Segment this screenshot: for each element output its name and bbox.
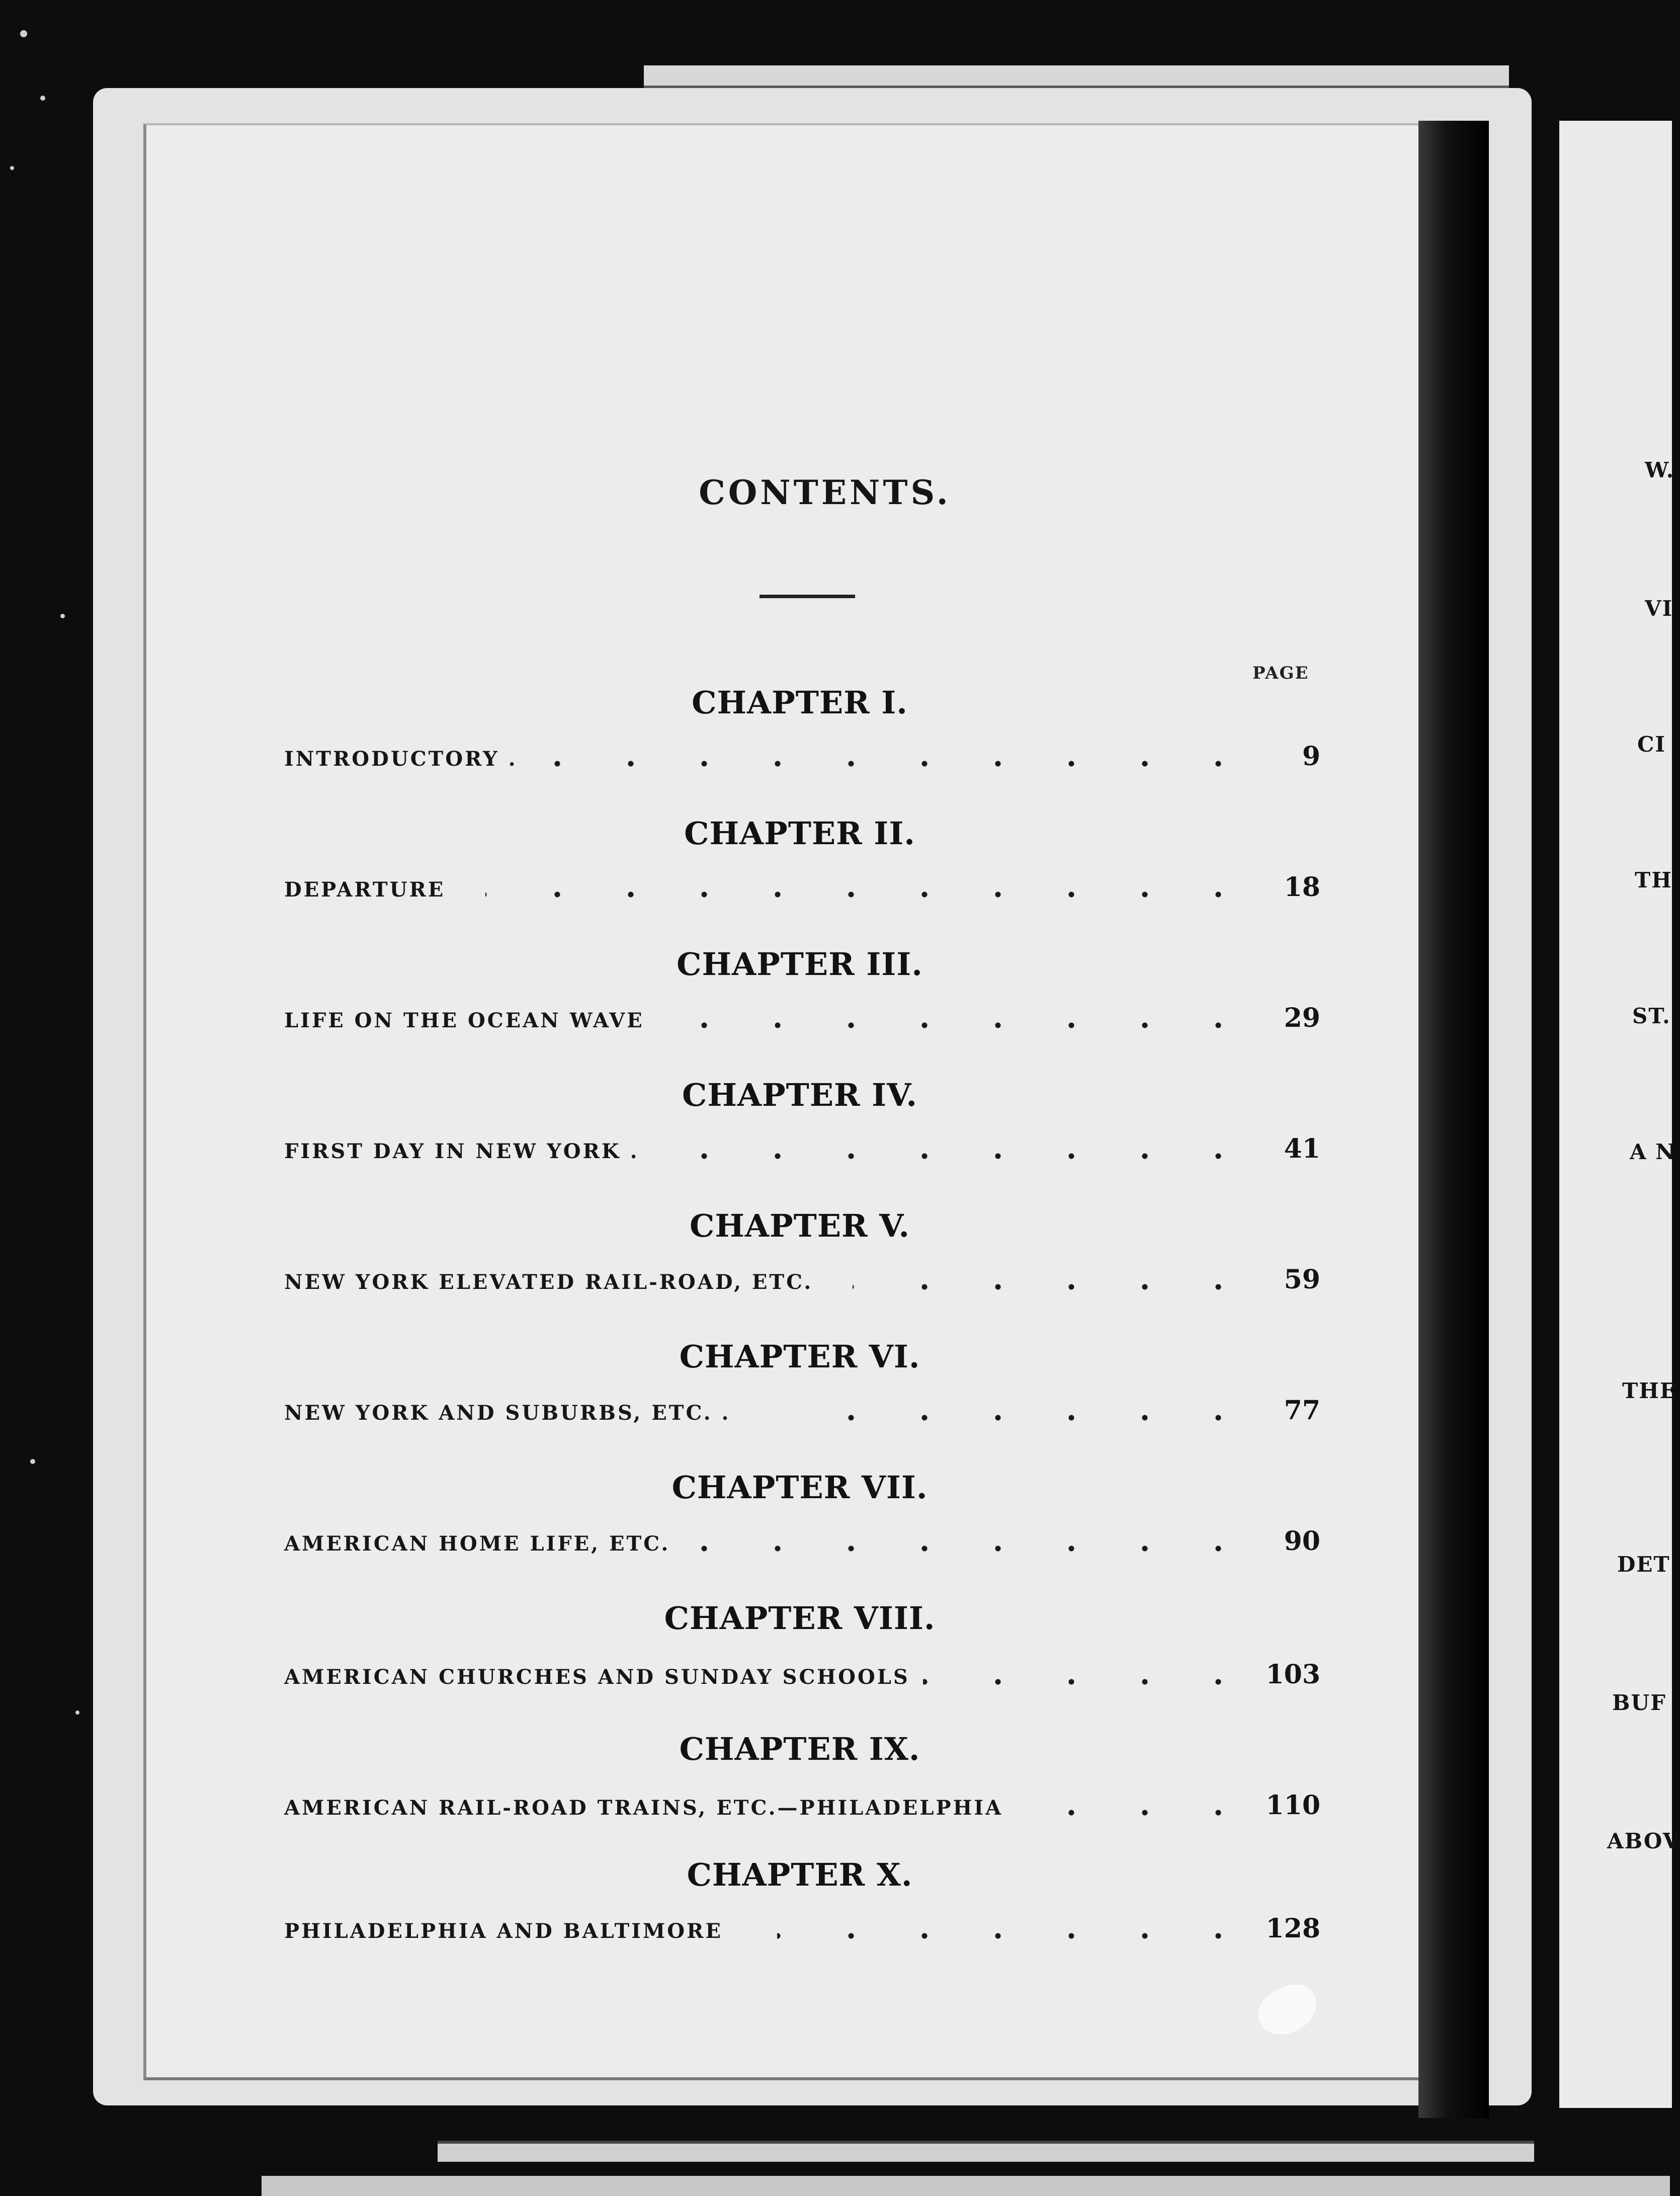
right-page-fragment: ABOV xyxy=(1607,1829,1680,1853)
leader-dots xyxy=(526,759,1255,769)
chapter-heading: CHAPTER V. xyxy=(689,1207,910,1244)
toc-entry-title: INTRODUCTORY . xyxy=(284,747,518,771)
chapter-heading: CHAPTER IX. xyxy=(679,1731,920,1767)
toc-entry xyxy=(284,1132,1330,1167)
right-page-fragment: W. xyxy=(1645,458,1675,482)
toc-entry-page: 59 xyxy=(1284,1264,1320,1295)
toc-entry-title: NEW YORK ELEVATED RAIL-ROAD, ETC. xyxy=(284,1270,813,1294)
leader-dots xyxy=(777,1931,1255,1941)
leader-dots xyxy=(787,1413,1255,1423)
leader-dots xyxy=(853,1282,1255,1292)
leader-dots xyxy=(1059,1808,1255,1818)
chapter-heading: CHAPTER VI. xyxy=(679,1338,920,1375)
toc-entry-title: FIRST DAY IN NEW YORK . xyxy=(284,1140,639,1163)
adjacent-page-edge-bottom xyxy=(438,2141,1534,2162)
toc-entry-title: LIFE ON THE OCEAN WAVE xyxy=(284,1009,644,1032)
leader-dots xyxy=(697,1020,1255,1030)
toc-entry xyxy=(284,1394,1330,1429)
toc-entry-title: AMERICAN RAIL-ROAD TRAINS, ETC.—PHILADELPHIA xyxy=(284,1796,1003,1820)
film-speck xyxy=(75,1711,79,1715)
right-page-fragment: VI xyxy=(1645,596,1673,621)
toc-entry-page: 103 xyxy=(1266,1659,1320,1690)
chapter-heading: CHAPTER III. xyxy=(677,946,923,983)
toc-entry xyxy=(284,1658,1330,1693)
right-page-fragment: THE xyxy=(1622,1378,1677,1403)
film-speck xyxy=(30,1459,35,1464)
film-speck xyxy=(40,96,45,101)
right-page-fragment: DET xyxy=(1617,1552,1670,1577)
right-page-fragment: A N xyxy=(1630,1140,1676,1164)
film-speck xyxy=(60,614,65,618)
adjacent-page-right xyxy=(1559,121,1680,2108)
toc-entry xyxy=(284,740,1330,775)
leader-dots xyxy=(697,1151,1255,1161)
toc-entry-title: PHILADELPHIA AND BALTIMORE xyxy=(284,1919,723,1943)
toc-entry-page: 128 xyxy=(1266,1913,1320,1944)
film-speck xyxy=(10,166,14,170)
chapter-heading: CHAPTER I. xyxy=(692,684,908,721)
toc-entry-page: 9 xyxy=(1302,741,1320,772)
adjacent-page-edge-bottom-2 xyxy=(262,2176,1670,2196)
toc-entry xyxy=(284,1001,1330,1036)
right-page-fragment: BUF xyxy=(1612,1690,1666,1715)
chapter-heading: CHAPTER VII. xyxy=(671,1469,928,1506)
right-page-fragment: TH xyxy=(1635,868,1672,892)
adjacent-page-edge-top xyxy=(644,65,1509,89)
title-rule xyxy=(760,595,855,598)
toc-entry-page: 110 xyxy=(1266,1790,1320,1821)
leader-dots xyxy=(923,1677,1255,1687)
toc-entry-title: AMERICAN HOME LIFE, ETC. xyxy=(284,1532,670,1556)
book-gutter xyxy=(1418,121,1489,2118)
page-column-heading: PAGE xyxy=(1252,663,1309,683)
toc-entry-page: 41 xyxy=(1284,1133,1320,1164)
page-title: CONTENTS. xyxy=(699,473,951,512)
toc-entry xyxy=(284,1912,1330,1947)
toc-entry-title: NEW YORK AND SUBURBS, ETC. . xyxy=(284,1401,731,1425)
toc-entry-page: 29 xyxy=(1284,1003,1320,1033)
chapter-heading: CHAPTER VIII. xyxy=(664,1600,936,1637)
leader-dots xyxy=(485,889,1255,900)
film-speck xyxy=(20,30,27,37)
toc-entry-page: 18 xyxy=(1284,872,1320,903)
leader-dots xyxy=(697,1543,1255,1554)
toc-entry xyxy=(284,870,1330,906)
toc-entry-title: DEPARTURE xyxy=(284,878,446,902)
toc-entry xyxy=(284,1524,1330,1560)
chapter-heading: CHAPTER X. xyxy=(687,1856,913,1893)
toc-entry xyxy=(284,1788,1330,1824)
toc-entry-page: 90 xyxy=(1284,1526,1320,1557)
chapter-heading: CHAPTER IV. xyxy=(682,1077,917,1113)
right-page-fragment: ST. xyxy=(1632,1004,1671,1028)
right-page-fragment: CI xyxy=(1637,732,1666,757)
toc-entry-page: 77 xyxy=(1284,1395,1320,1426)
chapter-heading: CHAPTER II. xyxy=(684,815,915,852)
toc-entry xyxy=(284,1263,1330,1298)
toc-entry-title: AMERICAN CHURCHES AND SUNDAY SCHOOLS xyxy=(284,1665,910,1689)
